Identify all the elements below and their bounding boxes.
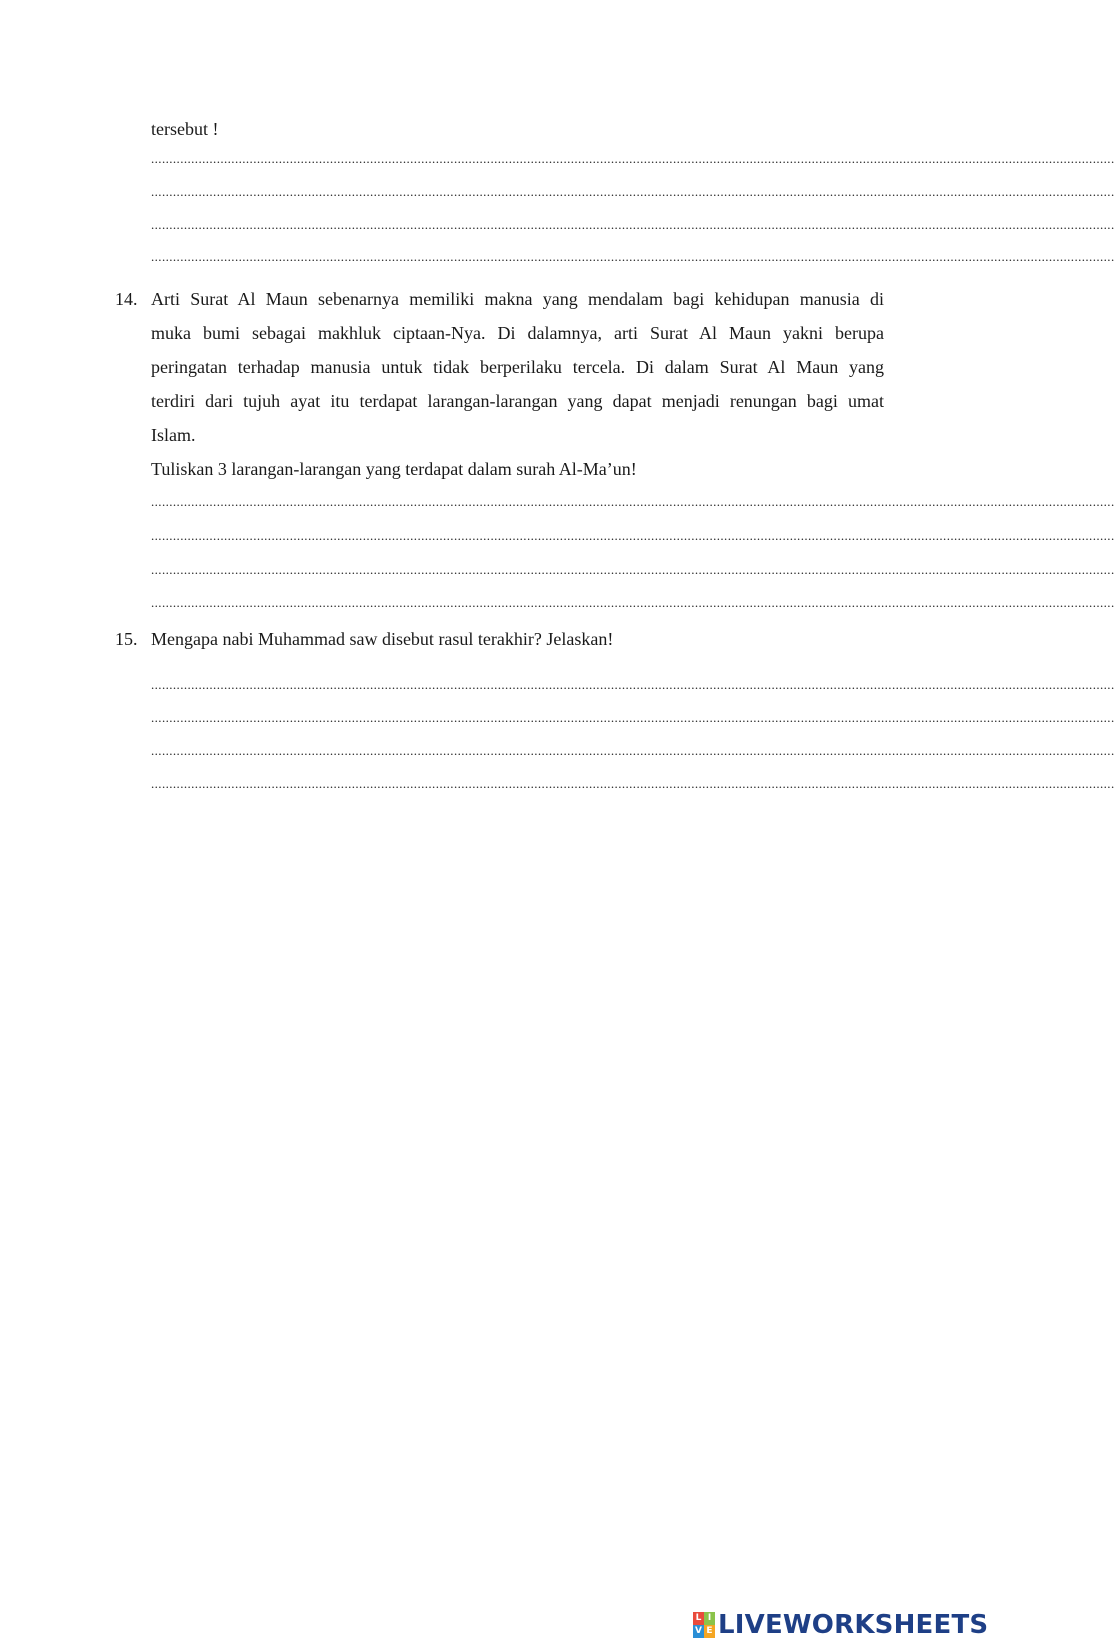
question-14-instruction: Tuliskan 3 larangan-larangan yang terdapat dalam surah Al-Ma’un! [151,459,637,479]
answer-dots: ........................................................................................................................................................................................................................................................................ [151,677,1115,692]
question-14-line: Islam. [151,425,196,445]
answer-line[interactable] [151,249,1115,264]
answer-dots: ........................................................................................................................................................................................................................................................................ [151,528,1115,543]
logo-text: LIVEWORKSHEETS [718,1610,989,1640]
question-15-line: Mengapa nabi Muhammad saw disebut rasul terakhir? Jelaskan! [151,629,614,649]
answer-line[interactable] [151,562,1115,577]
answer-line[interactable] [151,595,1115,610]
answer-line[interactable] [151,184,1115,199]
question-14-line: terdiri dari tujuh ayat itu terdapat larangan-larangan yang dapat menjadi renungan bagi umat [151,391,884,411]
question-14-line: peringatan terhadap manusia untuk tidak berperilaku tercela. Di dalam Surat Al Maun yang [151,357,884,377]
answer-dots: ........................................................................................................................................................................................................................................................................ [151,595,1115,610]
logo-mark-letter: L [693,1612,704,1625]
question-13-last-line: tersebut ! [151,119,219,139]
liveworksheets-logo [693,1609,988,1641]
answer-line[interactable] [151,528,1115,543]
answer-line[interactable] [151,217,1115,232]
logo-mark-letter: V [693,1625,704,1638]
answer-dots: ........................................................................................................................................................................................................................................................................ [151,184,1115,199]
answer-line[interactable] [151,151,1115,166]
answer-line[interactable] [151,743,1115,758]
question-14-line: Arti Surat Al Maun sebenarnya memiliki makna yang mendalam bagi kehidupan manusia di [151,289,884,309]
answer-line[interactable] [151,710,1115,725]
question-14-number: 14. [115,289,138,309]
question-15-number: 15. [115,629,138,649]
answer-dots: ........................................................................................................................................................................................................................................................................ [151,249,1115,264]
answer-dots: ........................................................................................................................................................................................................................................................................ [151,743,1115,758]
logo-mark-icon [693,1612,715,1638]
answer-dots: ........................................................................................................................................................................................................................................................................ [151,562,1115,577]
answer-dots: ........................................................................................................................................................................................................................................................................ [151,217,1115,232]
answer-dots: ........................................................................................................................................................................................................................................................................ [151,151,1115,166]
logo-mark-letter: E [704,1625,715,1638]
answer-dots: ........................................................................................................................................................................................................................................................................ [151,710,1115,725]
answer-line[interactable] [151,677,1115,692]
answer-line[interactable] [151,776,1115,791]
answer-dots: ........................................................................................................................................................................................................................................................................ [151,494,1115,509]
answer-dots: ........................................................................................................................................................................................................................................................................ [151,776,1115,791]
question-14-line: muka bumi sebagai makhluk ciptaan-Nya. Di dalamnya, arti Surat Al Maun yakni berupa [151,323,884,343]
answer-line[interactable] [151,494,1115,509]
logo-mark-letter: I [704,1612,715,1625]
